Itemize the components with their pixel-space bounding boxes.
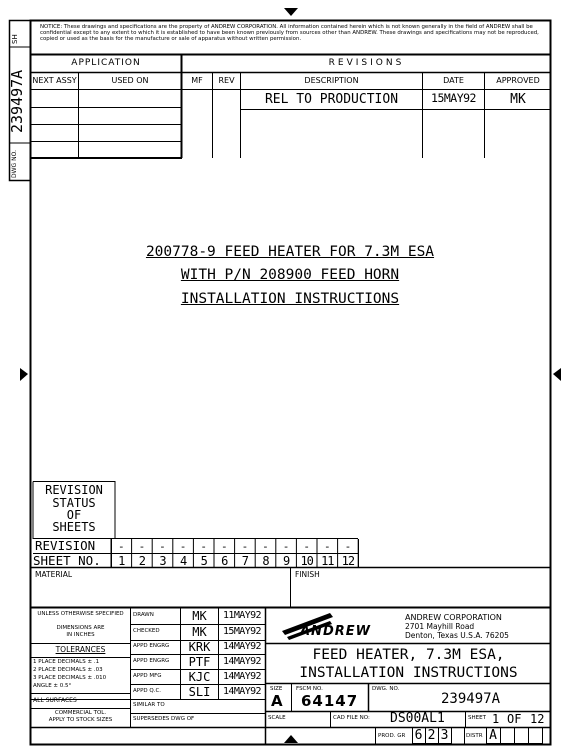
sheet-value: 1	[492, 712, 500, 726]
approval-date: 15MAY92	[223, 626, 261, 637]
mf-header: MF	[191, 76, 203, 85]
approval-date: 14MAY92	[223, 641, 261, 652]
commercial-tol: COMMERCIAL TOL.	[54, 710, 107, 716]
supersedes-label: SUPERSEDES DWG OF	[133, 716, 195, 722]
approval-role: APPD Q.C.	[133, 687, 162, 694]
sheet-number-cell: 7	[241, 554, 248, 568]
prod-gr-label: PROD. GR	[378, 733, 406, 739]
apply-to-stock-sizes: APPLY TO STOCK SIZES	[48, 717, 113, 723]
tolerance-3-place: 3 PLACE DECIMALS ± .010	[33, 675, 107, 681]
approval-initials: KRK	[188, 640, 211, 654]
dwg-no-label: DWG. NO.	[372, 686, 400, 692]
approval-role: CHECKED	[133, 628, 160, 634]
revision-date: 15MAY92	[431, 91, 476, 105]
approval-date: 14MAY92	[223, 655, 261, 667]
revision-status-cell: -	[282, 540, 290, 553]
bottom-center-marker	[284, 735, 298, 743]
drawing-title-line1: FEED HEATER, 7.3M ESA,	[312, 647, 505, 663]
distr-value: A	[489, 728, 497, 743]
company-logo: ANDREW	[300, 624, 371, 639]
revision-status-cell: -	[138, 540, 146, 553]
revision-status-cell: -	[323, 540, 331, 553]
rev-status-title-3: OF	[66, 508, 82, 522]
sheet-number-cell: 4	[179, 554, 187, 568]
size-value: A	[271, 692, 283, 710]
fscm-label: FSCM NO.	[296, 686, 323, 692]
approval-initials: SLI	[188, 684, 211, 699]
approval-initials: MK	[192, 609, 207, 623]
revision-status-cell: -	[179, 540, 187, 553]
rev-status-title-1: REVISION	[45, 483, 103, 497]
fscm-value: 64147	[301, 692, 359, 710]
approval-initials: MK	[192, 625, 207, 639]
sheet-label: SHEET	[468, 715, 486, 721]
application-header: APPLICATION	[71, 58, 141, 68]
revision-description: REL TO PRODUCTION	[264, 92, 399, 107]
sheet-side-label: SH	[11, 34, 19, 44]
right-center-marker	[553, 368, 561, 381]
sheet-number-cell: 3	[159, 554, 166, 568]
date-header: DATE	[443, 76, 464, 85]
sheet-number-cell: 5	[200, 554, 207, 568]
sheet-total: 12	[530, 712, 545, 726]
approval-date: 14MAY92	[223, 685, 261, 697]
approval-role: APPD MFG	[133, 672, 162, 679]
revision-status-cell: -	[262, 540, 269, 553]
approval-initials: KJC	[188, 669, 211, 684]
unless-otherwise-specified: UNLESS OTHERWISE SPECIFIED	[37, 611, 124, 617]
revision-row-label: REVISION	[35, 538, 96, 553]
sheet-number-cell: 12	[341, 554, 355, 568]
company-address-line2: Denton, Texas U.S.A. 76205	[405, 631, 509, 640]
sheet-number-cell: 8	[262, 554, 269, 568]
approval-role: APPD ENGRG	[133, 657, 170, 664]
top-center-marker	[284, 8, 298, 16]
approval-date: 11MAY92	[223, 610, 261, 621]
revision-status-cell: -	[303, 540, 310, 553]
sheet-of: OF	[507, 712, 522, 726]
revision-status-cell: -	[117, 540, 125, 553]
sheet-number-cell: 2	[138, 554, 145, 568]
tolerance-angle: ANGLE ± 0.5°	[33, 683, 72, 689]
scale-label: SCALE	[268, 715, 286, 721]
cad-file-value: DS00AL1	[390, 711, 445, 726]
approved-header: APPROVED	[496, 76, 540, 85]
approval-role: APPD ENGRG	[133, 643, 170, 649]
company-name: ANDREW CORPORATION	[405, 613, 502, 622]
all-surfaces: ALL SURFACES	[33, 697, 77, 704]
sheet-number-cell: 10	[300, 554, 313, 568]
sheet-number-cell: 9	[282, 554, 290, 568]
next-assy-header: NEXT ASSY	[32, 76, 77, 85]
revision-status-cell: -	[344, 540, 352, 553]
side-dwg-no-label: DWG NO.	[11, 150, 18, 178]
revision-status-cell: -	[241, 540, 249, 553]
prod-digit-3: 3	[440, 728, 449, 743]
approval-date: 14MAY92	[223, 670, 261, 682]
revision-approved: MK	[510, 92, 526, 107]
drawing-title-line2: INSTALLATION INSTRUCTIONS	[299, 665, 518, 681]
sheet-number-cell: 11	[321, 554, 334, 568]
used-on-header: USED ON	[111, 76, 149, 85]
approval-role: DRAWN	[133, 612, 154, 618]
sheet-no-row-label: SHEET NO.	[33, 553, 101, 568]
revisions-header: REVISIONS	[328, 58, 405, 68]
rev-status-title-2: STATUS	[52, 496, 96, 510]
rev-header: REV	[218, 76, 235, 85]
prod-digit-2: 2	[427, 728, 436, 743]
in-inches: IN INCHES	[66, 632, 95, 638]
revision-status-cell: -	[220, 540, 228, 553]
left-center-marker	[20, 368, 28, 381]
description-header: DESCRIPTION	[304, 76, 359, 85]
revision-status-cell: -	[159, 540, 166, 553]
revision-status-cell: -	[200, 540, 207, 553]
similar-to-label: SIMILAR TO	[133, 702, 165, 708]
drawing-number: 239497A	[441, 691, 501, 707]
tolerance-2-place: 2 PLACE DECIMALS ± .03	[33, 667, 103, 673]
material-label: MATERIAL	[35, 570, 73, 579]
side-drawing-number: 239497A	[8, 69, 26, 133]
approval-initials: PTF	[188, 654, 211, 669]
dimensions-are: DIMENSIONS ARE	[56, 625, 105, 631]
company-address-line1: 2701 Mayhill Road	[405, 622, 475, 631]
cad-file-label: CAD FILE NO:	[333, 715, 370, 721]
prod-digit-1: 6	[414, 728, 423, 743]
notice-text: NOTICE: These drawings and specifications are the property of ANDREW CORPORATION. All information contained herein which is not known generally in the field of ANDREW shall be confidential except to any extent to which it is established to have been known previously from sources other than ANDREW. These drawings and specifications may not be reproduced, copied or used as the basis for the manufacture or sale of apparatus without written permission.	[40, 24, 539, 43]
tolerance-1-place: 1 PLACE DECIMALS ± .1	[33, 659, 100, 665]
sheet-number-cell: 1	[118, 554, 125, 568]
rev-status-title-4: SHEETS	[52, 520, 96, 534]
distr-label: DISTR	[466, 733, 483, 739]
finish-label: FINISH	[295, 570, 320, 579]
document-title-line1: 200778-9 FEED HEATER FOR 7.3M ESA	[145, 244, 435, 260]
document-title-line2: WITH P/N 208900 FEED HORN	[180, 267, 400, 283]
sheet-number-cell: 6	[221, 554, 228, 568]
size-label: SIZE	[270, 686, 283, 692]
tolerances-header: TOLERANCES	[55, 645, 106, 654]
document-title-line3: INSTALLATION INSTRUCTIONS	[180, 291, 400, 307]
